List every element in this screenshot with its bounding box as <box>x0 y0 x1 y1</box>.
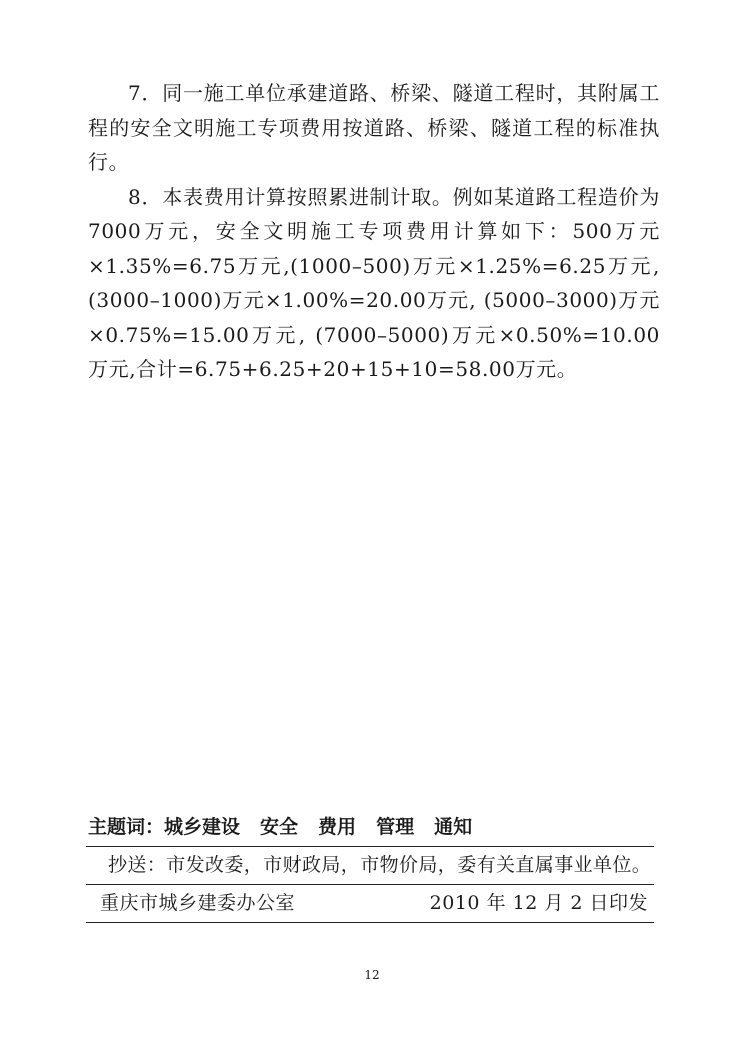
divider-middle <box>86 884 654 885</box>
keyword: 安全 <box>260 816 299 838</box>
keyword: 管理 <box>376 816 415 838</box>
keywords-label: 主题词： <box>88 816 165 838</box>
divider-top <box>86 846 654 847</box>
paragraph-7: 7．同一施工单位承建道路、桥梁、隧道工程时，其附属工程的安全文明施工专项费用按道路、桥梁、隧道工程的标准执行。 <box>88 81 660 174</box>
keyword: 通知 <box>434 816 473 838</box>
cc-line: 抄送：市发改委，市财政局，市物价局，委有关直属事业单位。 <box>108 854 652 876</box>
divider-bottom <box>86 922 654 923</box>
page-number: 12 <box>364 968 380 982</box>
keyword: 城乡建设 <box>164 816 241 838</box>
keywords-line <box>88 812 652 842</box>
issuer: 重庆市城乡建委办公室 <box>100 892 296 914</box>
keyword: 费用 <box>318 816 357 838</box>
issue-date: 2010 年 12 月 2 日印发 <box>429 892 648 914</box>
paragraph-8: 8．本表费用计算按照累进制计取。例如某道路工程造价为7000万元，安全文明施工专项费用计算如下：500万元×1.35%=6.75万元,(1000–500)万元×1.25%=6.25万元, (3000–1000)万元×1.00%=20.00万元, (5000–3000)万元×0.75%=15.00万元, (7000–5000)万元×0.50%=10.00万元,合计=6.75+6.25+20+15+10=58.00万元。 <box>88 184 660 381</box>
body-text <box>88 76 660 387</box>
